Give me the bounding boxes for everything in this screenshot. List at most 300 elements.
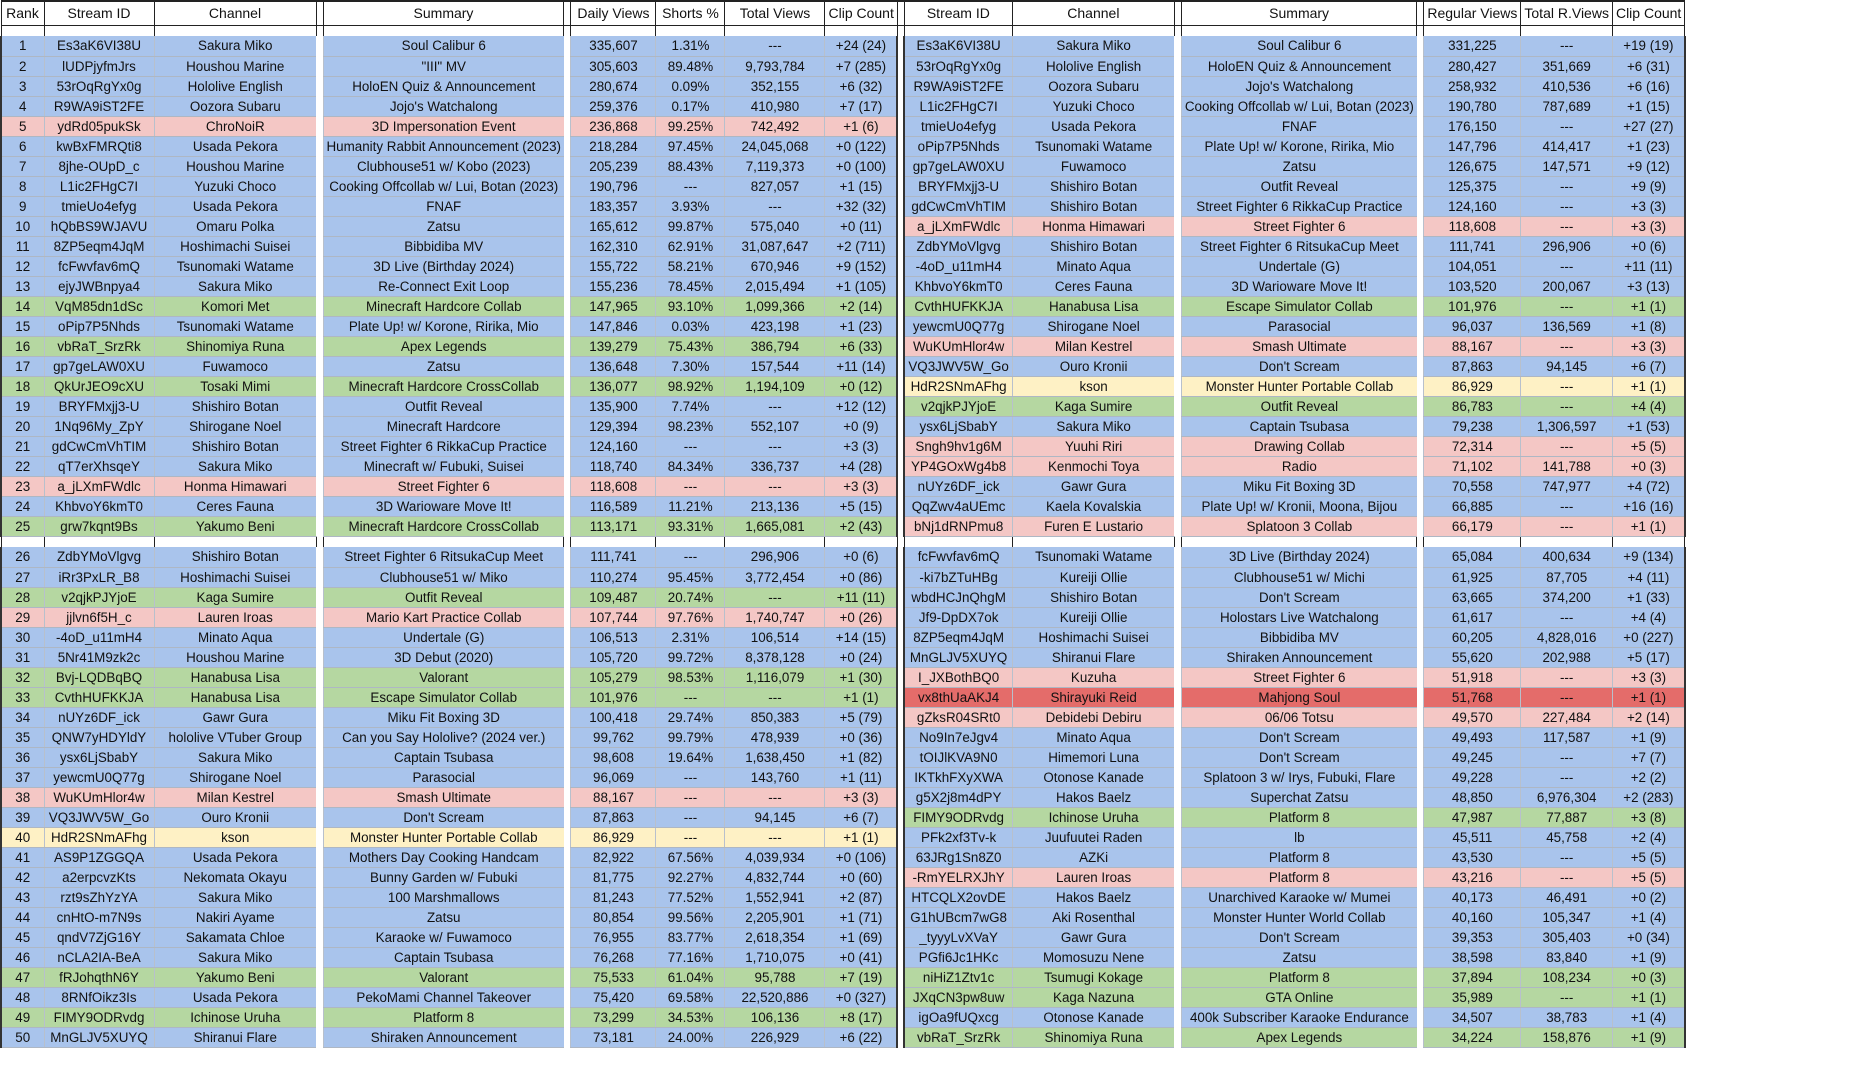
total-views-cell: 296,906	[725, 547, 825, 567]
summary-cell: 3D Warioware Move It!	[323, 496, 564, 516]
r-clip-count-cell: +1 (1)	[1612, 687, 1684, 707]
channel-cell: Minato Aqua	[154, 627, 316, 647]
r-clip-count-cell: +3 (13)	[1612, 276, 1684, 296]
r-stream-id-cell: ysx6LjSbabY	[904, 416, 1012, 436]
r-summary-cell: 400k Subscriber Karaoke Endurance	[1181, 1007, 1417, 1027]
regular-views-cell: 39,353	[1424, 927, 1521, 947]
table-row	[1, 547, 1685, 567]
spacer	[1174, 567, 1181, 587]
r-channel-cell: Kenmochi Toya	[1012, 456, 1174, 476]
shorts-pct-cell: 99.56%	[656, 907, 725, 927]
r-channel-cell: Aki Rosenthal	[1012, 907, 1174, 927]
r-stream-id-cell: bNj1dRNPmu8	[904, 516, 1012, 536]
r-stream-id-cell: JXqCN3pw8uw	[904, 987, 1012, 1007]
stream-id-cell: ydRd05pukSk	[44, 116, 154, 136]
spacer	[564, 436, 571, 456]
summary-cell: FNAF	[323, 196, 564, 216]
spacer	[316, 36, 323, 56]
stream-id-cell: KhbvoY6kmT0	[44, 496, 154, 516]
spacer	[1417, 547, 1424, 567]
summary-cell: "III" MV	[323, 56, 564, 76]
r-stream-id-cell: g5X2j8m4dPY	[904, 787, 1012, 807]
r-channel-cell: Shiranui Flare	[1012, 647, 1174, 667]
rank-cell: 25	[1, 516, 44, 536]
rank-cell: 14	[1, 296, 44, 316]
r-channel-cell: Kureiji Ollie	[1012, 567, 1174, 587]
stream-id-cell: Bvj-LQDBqBQ	[44, 667, 154, 687]
channel-cell: Honma Himawari	[154, 476, 316, 496]
r-channel-cell: Shishiro Botan	[1012, 236, 1174, 256]
channel-cell: Nakiri Ayame	[154, 907, 316, 927]
spacer	[897, 276, 904, 296]
r-clip-count-cell: +3 (3)	[1612, 667, 1684, 687]
spacer	[897, 807, 904, 827]
daily-views-cell: 165,612	[571, 216, 656, 236]
spacer	[1417, 196, 1424, 216]
clip-count-cell: +32 (32)	[825, 196, 897, 216]
channel-cell: Usada Pekora	[154, 196, 316, 216]
r-clip-count-cell: +2 (14)	[1612, 707, 1684, 727]
r-stream-id-cell: L1ic2FHgC7I	[904, 96, 1012, 116]
rank-cell: 34	[1, 707, 44, 727]
shorts-pct-cell: 62.91%	[656, 236, 725, 256]
shorts-pct-cell: ---	[656, 807, 725, 827]
spacer	[1174, 176, 1181, 196]
total-r-views-cell: 87,705	[1521, 567, 1613, 587]
stream-id-cell: Es3aK6VI38U	[44, 36, 154, 56]
spacer	[1174, 947, 1181, 967]
total-r-views-cell: ---	[1521, 607, 1613, 627]
r-summary-cell: Smash Ultimate	[1181, 336, 1417, 356]
spacer	[1174, 1027, 1181, 1047]
daily-views-cell: 98,608	[571, 747, 656, 767]
r-stream-id-cell: HTCQLX2ovDE	[904, 887, 1012, 907]
regular-views-cell: 34,507	[1424, 1007, 1521, 1027]
total-r-views-cell: ---	[1521, 987, 1613, 1007]
spacer	[1417, 767, 1424, 787]
rank-cell: 31	[1, 647, 44, 667]
table-row	[1, 436, 1685, 456]
shorts-pct-cell: 93.31%	[656, 516, 725, 536]
rank-cell: 23	[1, 476, 44, 496]
rank-cell: 38	[1, 787, 44, 807]
clip-count-cell: +2 (14)	[825, 296, 897, 316]
spacer	[564, 136, 571, 156]
r-summary-cell: Don't Scream	[1181, 727, 1417, 747]
regular-views-cell: 49,228	[1424, 767, 1521, 787]
spacer	[316, 627, 323, 647]
spacer	[316, 1, 323, 25]
table-row	[1, 376, 1685, 396]
r-clip-count-cell: +4 (4)	[1612, 396, 1684, 416]
spacer	[1417, 416, 1424, 436]
total-views-cell: 1,552,941	[725, 887, 825, 907]
spacer	[1417, 156, 1424, 176]
stream-id-cell: QkUrJEO9cXU	[44, 376, 154, 396]
shorts-pct-cell: 97.76%	[656, 607, 725, 627]
shorts-pct-cell: 20.74%	[656, 587, 725, 607]
shorts-pct-cell: 69.58%	[656, 987, 725, 1007]
shorts-pct-cell: 7.30%	[656, 356, 725, 376]
spacer	[1417, 967, 1424, 987]
spacer	[316, 296, 323, 316]
summary-cell: Karaoke w/ Fuwamoco	[323, 927, 564, 947]
rank-cell: 7	[1, 156, 44, 176]
spacer	[1174, 76, 1181, 96]
table-row	[1, 787, 1685, 807]
r-clip-count-cell: +1 (8)	[1612, 316, 1684, 336]
clip-count-cell: +7 (285)	[825, 56, 897, 76]
total-r-views-cell: ---	[1521, 196, 1613, 216]
r-channel-cell: Momosuzu Nene	[1012, 947, 1174, 967]
r-stream-id-cell: vx8thUaAKJ4	[904, 687, 1012, 707]
stream-id-cell: HdR2SNmAFhg	[44, 827, 154, 847]
channel-cell: Sakura Miko	[154, 276, 316, 296]
total-views-cell: ---	[725, 827, 825, 847]
r-channel-cell: Hanabusa Lisa	[1012, 296, 1174, 316]
total-views-cell: 423,198	[725, 316, 825, 336]
r-stream-id-cell: -ki7bZTuHBg	[904, 567, 1012, 587]
spacer	[564, 56, 571, 76]
r-clip-count-cell: +1 (23)	[1612, 136, 1684, 156]
spacer	[316, 476, 323, 496]
spacer	[1174, 907, 1181, 927]
summary-cell: Mario Kart Practice Collab	[323, 607, 564, 627]
spacer	[897, 967, 904, 987]
total-views-cell: 386,794	[725, 336, 825, 356]
total-r-views-cell: 296,906	[1521, 236, 1613, 256]
shorts-pct-cell: 24.00%	[656, 1027, 725, 1047]
regular-views-cell: 49,570	[1424, 707, 1521, 727]
spacer	[1174, 236, 1181, 256]
stream-id-cell: fcFwvfav6mQ	[44, 256, 154, 276]
table-row	[1, 587, 1685, 607]
channel-cell: Ichinose Uruha	[154, 1007, 316, 1027]
spacer	[897, 687, 904, 707]
r-stream-id-cell: 53rOqRgYx0g	[904, 56, 1012, 76]
spacer	[1417, 827, 1424, 847]
clip-count-cell: +5 (79)	[825, 707, 897, 727]
spacer	[1174, 416, 1181, 436]
total-views-cell: 410,980	[725, 96, 825, 116]
spacer	[1417, 296, 1424, 316]
total-views-cell: ---	[725, 196, 825, 216]
shorts-pct-cell: 99.87%	[656, 216, 725, 236]
channel-cell: Shishiro Botan	[154, 547, 316, 567]
regular-views-cell: 45,511	[1424, 827, 1521, 847]
spacer	[1174, 767, 1181, 787]
r-channel-cell: Gawr Gura	[1012, 476, 1174, 496]
total-views-cell: 95,788	[725, 967, 825, 987]
summary-cell: Captain Tsubasa	[323, 747, 564, 767]
r-clip-count-cell: +1 (33)	[1612, 587, 1684, 607]
channel-cell: Houshou Marine	[154, 647, 316, 667]
spacer	[897, 356, 904, 376]
table-row	[1, 96, 1685, 116]
stream-id-cell: ysx6LjSbabY	[44, 747, 154, 767]
spacer	[1417, 1, 1424, 25]
table-row	[1, 807, 1685, 827]
shorts-pct-cell: 99.79%	[656, 727, 725, 747]
r-stream-id-cell: VQ3JWV5W_Go	[904, 356, 1012, 376]
channel-cell: Sakura Miko	[154, 947, 316, 967]
daily-views-cell: 109,487	[571, 587, 656, 607]
spacer	[1174, 376, 1181, 396]
table-row	[1, 496, 1685, 516]
daily-views-cell: 81,775	[571, 867, 656, 887]
shorts-pct-cell: 0.03%	[656, 316, 725, 336]
stream-id-cell: gdCwCmVhTIM	[44, 436, 154, 456]
shorts-pct-cell: 29.74%	[656, 707, 725, 727]
shorts-pct-cell: ---	[656, 436, 725, 456]
header-channel: Channel	[154, 1, 316, 25]
summary-cell: Mothers Day Cooking Handcam	[323, 847, 564, 867]
r-clip-count-cell: +1 (15)	[1612, 96, 1684, 116]
stream-id-cell: gp7geLAW0XU	[44, 356, 154, 376]
spacer	[1174, 336, 1181, 356]
regular-views-cell: 104,051	[1424, 256, 1521, 276]
channel-cell: Shiranui Flare	[154, 1027, 316, 1047]
spacer	[1417, 607, 1424, 627]
clip-count-cell: +11 (14)	[825, 356, 897, 376]
summary-cell: Escape Simulator Collab	[323, 687, 564, 707]
stream-id-cell: 8RNfOikz3Is	[44, 987, 154, 1007]
r-channel-cell: Himemori Luna	[1012, 747, 1174, 767]
daily-views-cell: 113,171	[571, 516, 656, 536]
spacer	[897, 136, 904, 156]
header-r-stream-id: Stream ID	[904, 1, 1012, 25]
spacer	[897, 476, 904, 496]
shorts-pct-cell: 3.93%	[656, 196, 725, 216]
table-row	[1, 236, 1685, 256]
stream-id-cell: WuKUmHlor4w	[44, 787, 154, 807]
clip-count-cell: +0 (106)	[825, 847, 897, 867]
regular-views-cell: 63,665	[1424, 587, 1521, 607]
r-summary-cell: Platform 8	[1181, 807, 1417, 827]
stream-id-cell: VqM85dn1dSc	[44, 296, 154, 316]
r-clip-count-cell: +6 (31)	[1612, 56, 1684, 76]
shorts-pct-cell: 95.45%	[656, 567, 725, 587]
spacer	[564, 476, 571, 496]
total-r-views-cell: ---	[1521, 36, 1613, 56]
total-r-views-cell: ---	[1521, 496, 1613, 516]
channel-cell: Omaru Polka	[154, 216, 316, 236]
total-views-cell: 352,155	[725, 76, 825, 96]
spacer	[1174, 667, 1181, 687]
spacer	[1174, 967, 1181, 987]
spacer	[564, 727, 571, 747]
daily-views-cell: 88,167	[571, 787, 656, 807]
spacer	[1417, 947, 1424, 967]
clip-count-cell: +6 (22)	[825, 1027, 897, 1047]
total-views-cell: 143,760	[725, 767, 825, 787]
spacer	[897, 667, 904, 687]
r-summary-cell: 3D Live (Birthday 2024)	[1181, 547, 1417, 567]
r-summary-cell: Clubhouse51 w/ Michi	[1181, 567, 1417, 587]
spacer	[1174, 516, 1181, 536]
spacer	[897, 927, 904, 947]
r-clip-count-cell: +5 (5)	[1612, 436, 1684, 456]
spacer	[1174, 276, 1181, 296]
summary-cell: Minecraft Hardcore CrossCollab	[323, 376, 564, 396]
r-stream-id-cell: QqZwv4aUEmc	[904, 496, 1012, 516]
spacer	[897, 256, 904, 276]
spacer	[316, 787, 323, 807]
summary-cell: Soul Calibur 6	[323, 36, 564, 56]
summary-cell: Don't Scream	[323, 807, 564, 827]
spacer	[1174, 727, 1181, 747]
total-views-cell: 4,832,744	[725, 867, 825, 887]
spacer	[564, 456, 571, 476]
total-views-cell: 4,039,934	[725, 847, 825, 867]
r-summary-cell: Splatoon 3 w/ Irys, Fubuki, Flare	[1181, 767, 1417, 787]
daily-views-cell: 136,077	[571, 376, 656, 396]
rank-cell: 44	[1, 907, 44, 927]
spacer	[316, 456, 323, 476]
spacer	[316, 887, 323, 907]
table-row	[1, 396, 1685, 416]
spacer	[1417, 987, 1424, 1007]
summary-cell: Valorant	[323, 967, 564, 987]
r-clip-count-cell: +0 (34)	[1612, 927, 1684, 947]
table-row	[1, 847, 1685, 867]
spacer	[564, 256, 571, 276]
summary-cell: 3D Debut (2020)	[323, 647, 564, 667]
spacer	[1417, 376, 1424, 396]
r-clip-count-cell: +1 (53)	[1612, 416, 1684, 436]
spacer	[1417, 867, 1424, 887]
clip-count-cell: +0 (26)	[825, 607, 897, 627]
regular-views-cell: 88,167	[1424, 336, 1521, 356]
shorts-pct-cell: 2.31%	[656, 627, 725, 647]
table-row	[1, 276, 1685, 296]
spacer	[1174, 1, 1181, 25]
total-views-cell: 1,194,109	[725, 376, 825, 396]
clip-count-cell: +3 (3)	[825, 787, 897, 807]
clip-count-cell: +1 (23)	[825, 316, 897, 336]
r-channel-cell: Kureiji Ollie	[1012, 607, 1174, 627]
spacer	[316, 707, 323, 727]
clip-count-cell: +12 (12)	[825, 396, 897, 416]
r-summary-cell: Plate Up! w/ Kronii, Moona, Bijou	[1181, 496, 1417, 516]
r-summary-cell: 06/06 Totsu	[1181, 707, 1417, 727]
r-summary-cell: Unarchived Karaoke w/ Mumei	[1181, 887, 1417, 907]
spacer	[897, 36, 904, 56]
spacer	[564, 116, 571, 136]
spacer	[1417, 587, 1424, 607]
shorts-pct-cell: 34.53%	[656, 1007, 725, 1027]
channel-cell: ChroNoiR	[154, 116, 316, 136]
regular-views-cell: 111,741	[1424, 236, 1521, 256]
r-summary-cell: Platform 8	[1181, 967, 1417, 987]
r-clip-count-cell: +2 (4)	[1612, 827, 1684, 847]
shorts-pct-cell: ---	[656, 687, 725, 707]
clip-count-cell: +1 (1)	[825, 687, 897, 707]
r-stream-id-cell: wbdHCJnQhgM	[904, 587, 1012, 607]
r-summary-cell: Splatoon 3 Collab	[1181, 516, 1417, 536]
r-stream-id-cell: MnGLJV5XUYQ	[904, 647, 1012, 667]
table-row	[1, 116, 1685, 136]
rank-cell: 16	[1, 336, 44, 356]
summary-cell: Platform 8	[323, 1007, 564, 1027]
spacer	[316, 336, 323, 356]
spacer	[1174, 476, 1181, 496]
rank-cell: 49	[1, 1007, 44, 1027]
clip-count-cell: +3 (3)	[825, 476, 897, 496]
spacer	[316, 847, 323, 867]
summary-cell: Street Fighter 6 RitsukaCup Meet	[323, 547, 564, 567]
shorts-pct-cell: 58.21%	[656, 256, 725, 276]
spacer	[1174, 847, 1181, 867]
clip-count-cell: +24 (24)	[825, 36, 897, 56]
rank-cell: 24	[1, 496, 44, 516]
spacer	[897, 176, 904, 196]
r-clip-count-cell: +4 (11)	[1612, 567, 1684, 587]
regular-views-cell: 147,796	[1424, 136, 1521, 156]
total-views-cell: 1,740,747	[725, 607, 825, 627]
table-row	[1, 456, 1685, 476]
rank-cell: 48	[1, 987, 44, 1007]
clip-count-cell: +1 (30)	[825, 667, 897, 687]
spacer	[564, 787, 571, 807]
stream-id-cell: yewcmU0Q77g	[44, 767, 154, 787]
total-r-views-cell: 414,417	[1521, 136, 1613, 156]
r-clip-count-cell: +5 (5)	[1612, 867, 1684, 887]
regular-views-cell: 48,850	[1424, 787, 1521, 807]
r-stream-id-cell: _tyyyLvXVaY	[904, 927, 1012, 947]
shorts-pct-cell: 98.23%	[656, 416, 725, 436]
r-channel-cell: Hakos Baelz	[1012, 887, 1174, 907]
r-channel-cell: Fuwamoco	[1012, 156, 1174, 176]
shorts-pct-cell: 19.64%	[656, 747, 725, 767]
rank-cell: 33	[1, 687, 44, 707]
r-channel-cell: Kaga Nazuna	[1012, 987, 1174, 1007]
spacer	[1174, 547, 1181, 567]
r-stream-id-cell: 8ZP5eqm4JqM	[904, 627, 1012, 647]
spacer	[1417, 847, 1424, 867]
stream-id-cell: nCLA2IA-BeA	[44, 947, 154, 967]
regular-views-cell: 40,173	[1424, 887, 1521, 907]
r-channel-cell: Ouro Kronii	[1012, 356, 1174, 376]
regular-views-cell: 103,520	[1424, 276, 1521, 296]
clip-count-cell: +0 (60)	[825, 867, 897, 887]
table-row	[1, 196, 1685, 216]
total-r-views-cell: 141,788	[1521, 456, 1613, 476]
total-r-views-cell: 200,067	[1521, 276, 1613, 296]
stream-id-cell: oPip7P5Nhds	[44, 316, 154, 336]
regular-views-cell: 61,617	[1424, 607, 1521, 627]
spacer	[897, 316, 904, 336]
total-r-views-cell: ---	[1521, 767, 1613, 787]
daily-views-cell: 335,607	[571, 36, 656, 56]
clip-count-cell: +1 (6)	[825, 116, 897, 136]
table-row	[1, 136, 1685, 156]
daily-views-cell: 110,274	[571, 567, 656, 587]
total-r-views-cell: 136,569	[1521, 316, 1613, 336]
regular-views-cell: 72,314	[1424, 436, 1521, 456]
r-channel-cell: Sakura Miko	[1012, 416, 1174, 436]
total-r-views-cell: ---	[1521, 867, 1613, 887]
summary-cell: Minecraft w/ Fubuki, Suisei	[323, 456, 564, 476]
rank-cell: 37	[1, 767, 44, 787]
shorts-pct-cell: 77.16%	[656, 947, 725, 967]
channel-cell: Sakura Miko	[154, 747, 316, 767]
channel-cell: Ceres Fauna	[154, 496, 316, 516]
spacer	[897, 987, 904, 1007]
clip-count-cell: +0 (9)	[825, 416, 897, 436]
total-views-cell: 1,665,081	[725, 516, 825, 536]
r-stream-id-cell: PGfi6Jc1HKc	[904, 947, 1012, 967]
